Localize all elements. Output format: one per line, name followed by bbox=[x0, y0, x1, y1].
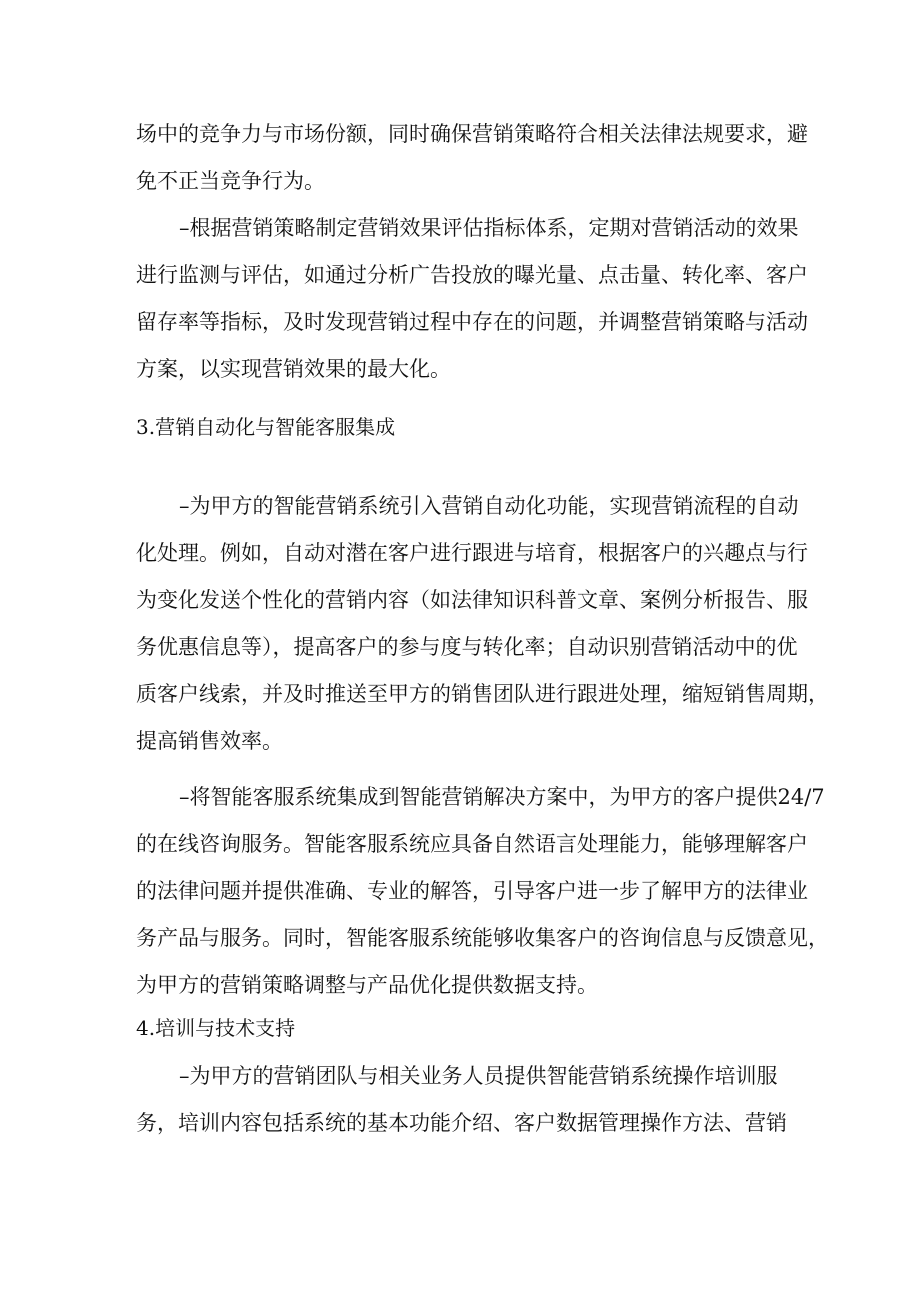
paragraph-1-line-1: 场中的竞争力与市场份额，同时确保营销策略符合相关法律法规要求，避 bbox=[136, 122, 808, 146]
paragraph-2-line-2: 进行监测与评估，如通过分析广告投放的曝光量、点击量、转化率、客户 bbox=[136, 263, 808, 287]
paragraph-4-line-4: 务产品与服务。同时，智能客服系统能够收集客户的咨询信息与反馈意见， bbox=[136, 926, 829, 950]
paragraph-4-line-2: 的在线咨询服务。智能客服系统应具备自然语言处理能力，能够理解客户 bbox=[136, 832, 808, 856]
paragraph-4-line-1: –将智能客服系统集成到智能营销解决方案中，为甲方的客户提供24/7 bbox=[179, 785, 825, 809]
paragraph-4-line-5: 为甲方的营销策略调整与产品优化提供数据支持。 bbox=[136, 973, 598, 997]
paragraph-1-line-2: 免不正当竞争行为。 bbox=[136, 169, 325, 193]
paragraph-3-line-1: –为甲方的智能营销系统引入营销自动化功能，实现营销流程的自动 bbox=[179, 494, 799, 518]
paragraph-2-line-1: –根据营销策略制定营销效果评估指标体系，定期对营销活动的效果 bbox=[179, 216, 799, 240]
paragraph-2-line-3: 留存率等指标，及时发现营销过程中存在的问题，并调整营销策略与活动 bbox=[136, 310, 808, 334]
paragraph-3-line-4: 务优惠信息等），提高客户的参与度与转化率；自动识别营销活动中的优 bbox=[136, 635, 798, 659]
paragraph-3-line-6: 提高销售效率。 bbox=[136, 729, 283, 753]
section-heading-4: 4.培训与技术支持 bbox=[136, 1016, 296, 1040]
paragraph-3-line-5: 质客户线索，并及时推送至甲方的销售团队进行跟进处理，缩短销售周期， bbox=[136, 682, 829, 706]
section-heading-3: 3.营销自动化与智能客服集成 bbox=[136, 415, 396, 439]
paragraph-5-line-1: –为甲方的营销团队与相关业务人员提供智能营销系统操作培训服 bbox=[179, 1064, 778, 1088]
paragraph-4-line-3: 的法律问题并提供准确、专业的解答，引导客户进一步了解甲方的法律业 bbox=[136, 879, 808, 903]
paragraph-3-line-2: 化处理。例如，自动对潜在客户进行跟进与培育，根据客户的兴趣点与行 bbox=[136, 541, 808, 565]
paragraph-3-line-3: 为变化发送个性化的营销内容（如法律知识科普文章、案例分析报告、服 bbox=[136, 588, 808, 612]
paragraph-2-line-4: 方案，以实现营销效果的最大化。 bbox=[136, 357, 451, 381]
paragraph-5-line-2: 务，培训内容包括系统的基本功能介绍、客户数据管理操作方法、营销 bbox=[136, 1111, 787, 1135]
